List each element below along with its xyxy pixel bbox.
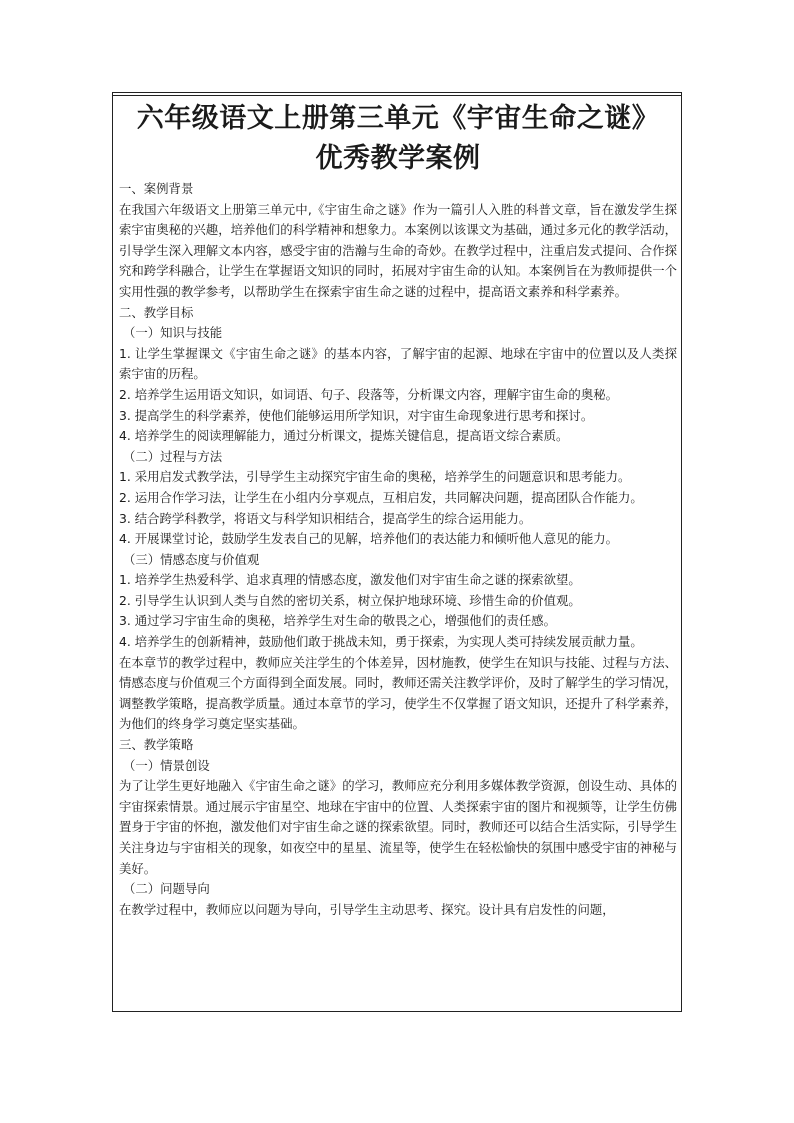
document-frame	[112, 92, 682, 1012]
section-heading-strategies: 三、教学策略	[119, 737, 194, 753]
objectives-summary: 在本章节的教学过程中，教师应关注学生的个体差异，因材施教，使学生在知识与技能、过程与方法、情感态度与价值观三个方面得到全面发展。同时，教师还需关注教学评价，及时了解学生的学习情况，调整教学策略，提高教学质量。通过本章节的学习，使学生不仅掌握了语文知识，还提升了科学素养，为他们的终身学习奠定坚实基础。	[119, 654, 677, 732]
process-item-1: 1. 采用启发式教学法，引导学生主动探究宇宙生命的奥秘，培养学生的问题意识和思考能力。	[119, 469, 631, 485]
knowledge-item-1: 1. 让学生掌握课文《宇宙生命之谜》的基本内容，了解宇宙的起源、地球在宇宙中的位置以及人类探索宇宙的历程。	[119, 345, 677, 382]
subheading-emotion-values: （三）情感态度与价值观	[123, 551, 260, 567]
scenario-paragraph: 为了让学生更好地融入《宇宙生命之谜》的学习，教师应充分利用多媒体教学资源，创设生动、具体的宇宙探索情景。通过展示宇宙星空、地球在宇宙中的位置、人类探索宇宙的图片和视频等，让学生仿佛置身于宇宙的怀抱，激发他们对宇宙生命之谜的探索欲望。同时，教师还可以结合生活实际，引导学生关注身边与宇宙相关的现象，如夜空中的星星、流星等，使学生在轻松愉快的氛围中感受宇宙的神秘与美好。	[119, 778, 677, 876]
emotion-item-2: 2. 引导学生认识到人类与自然的密切关系，树立保护地球环境、珍惜生命的价值观。	[119, 592, 581, 608]
emotion-item-3: 3. 通过学习宇宙生命的奥秘，培养学生对生命的敬畏之心，增强他们的责任感。	[119, 613, 557, 629]
emotion-item-4: 4. 培养学生的创新精神，鼓励他们敢于挑战未知，勇于探索，为实现人类可持续发展贡献力量。	[119, 634, 643, 650]
knowledge-item-2: 2. 培养学生运用语文知识，如词语、句子、段落等，分析课文内容，理解宇宙生命的奥秘。	[119, 386, 618, 402]
subheading-knowledge-skills: （一）知识与技能	[123, 325, 223, 341]
background-paragraph: 在我国六年级语文上册第三单元中,《宇宙生命之谜》作为一篇引人入胜的科普文章，旨在激发学生探索宇宙奥秘的兴趣，培养他们的科学精神和想象力。本案例以该课文为基础，通过多元化的教学活动，引导学生深入理解文本内容，感受宇宙的浩瀚与生命的奇妙。在教学过程中，注重启发式提问、合作探究和跨学科融合，让学生在掌握语文知识的同时，拓展对宇宙生命的认知。本案例旨在为教师提供一个实用性强的教学参考，以帮助学生在探索宇宙生命之谜的过程中，提高语文素养和科学素养。	[119, 201, 677, 299]
process-item-4: 4. 开展课堂讨论，鼓励学生发表自己的见解，培养他们的表达能力和倾听他人意见的能力。	[119, 531, 618, 547]
section-heading-background: 一、案例背景	[119, 181, 194, 196]
process-item-3: 3. 结合跨学科教学，将语文与科学知识相结合，提高学生的综合运用能力。	[119, 510, 532, 526]
knowledge-item-4: 4. 培养学生的阅读理解能力，通过分析课文，提炼关键信息，提高语文综合素质。	[119, 428, 569, 444]
emotion-item-1: 1. 培养学生热爱科学、追求真理的情感态度，激发他们对宇宙生命之谜的探索欲望。	[119, 572, 581, 588]
title-line-2: 优秀教学案例	[315, 143, 481, 174]
top-rule	[113, 95, 681, 96]
title-line-1: 六年级语文上册第三单元《宇宙生命之谜》	[136, 103, 660, 134]
section-heading-objectives: 二、教学目标	[119, 304, 194, 320]
subheading-scenario: （一）情景创设	[123, 757, 210, 773]
knowledge-item-3: 3. 提高学生的科学素养，使他们能够运用所学知识，对宇宙生命现象进行思考和探讨。	[119, 407, 594, 423]
process-item-2: 2. 运用合作学习法，让学生在小组内分享观点，互相启发，共同解决问题，提高团队合作能力。	[119, 489, 643, 505]
subheading-question-guided: （二）问题导向	[123, 881, 210, 897]
question-guided-paragraph: 在教学过程中，教师应以问题为导向，引导学生主动思考、探究。设计具有启发性的问题，	[119, 901, 615, 917]
subheading-process-methods: （二）过程与方法	[123, 448, 223, 464]
document-body	[119, 99, 677, 920]
